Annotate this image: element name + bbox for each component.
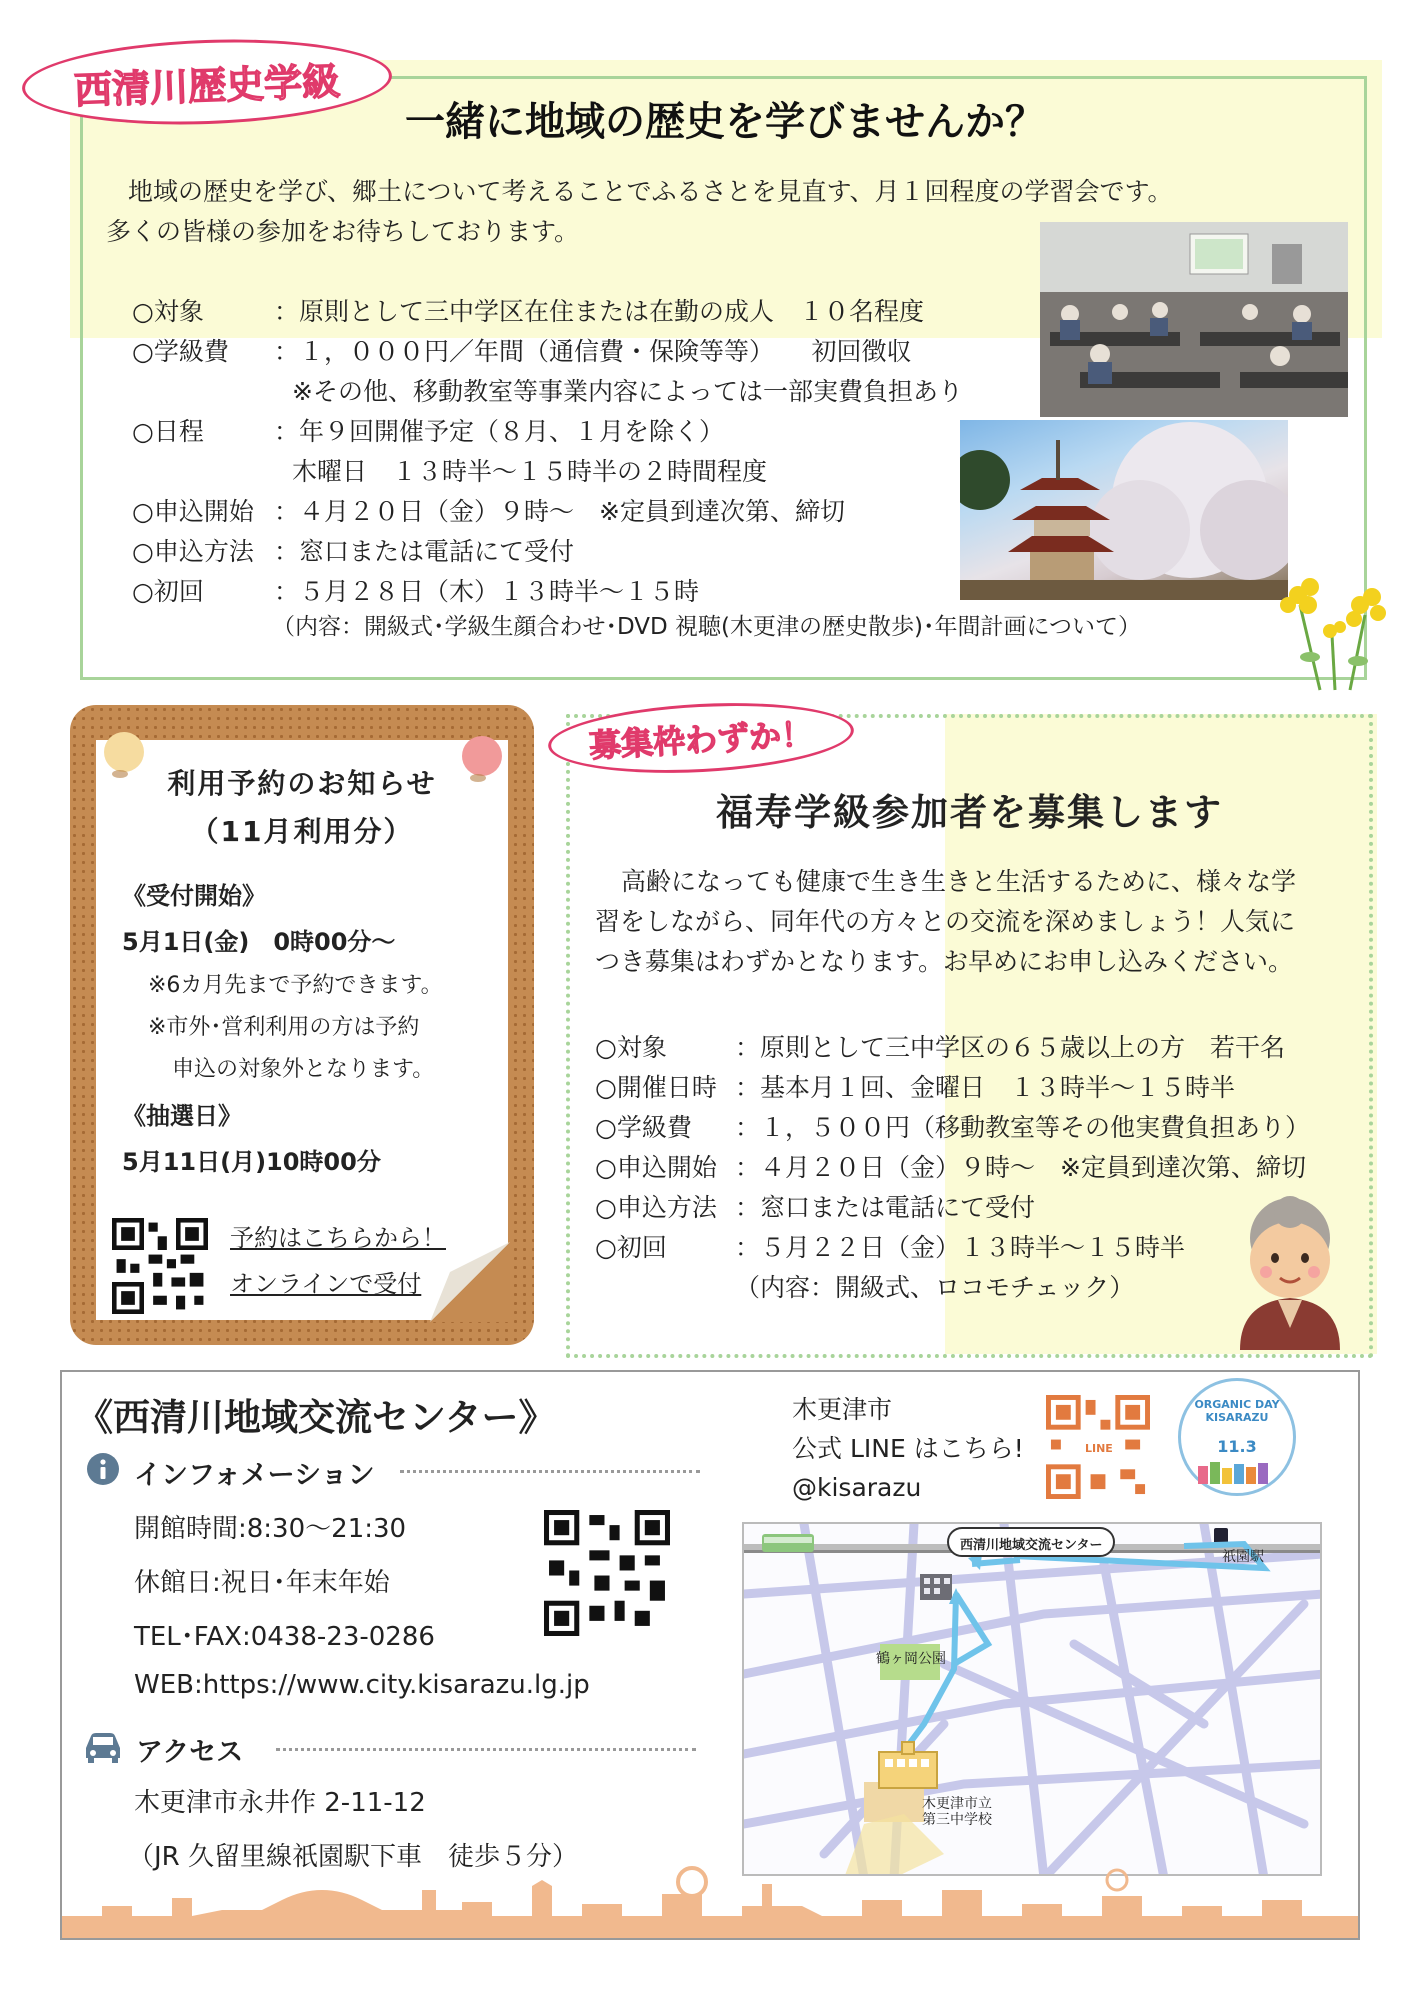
intro-line: 高齢になっても健康で生き生きと生活するために、様々な学 [621,867,1297,896]
history-row-apply-start: ○申込開始 ：４月２０日（金）９時～ ※定員到達次第、締切 [132,497,845,526]
address: 木更津市永井作 2-11-12 [134,1788,426,1818]
opening-hours: 開館時間:8:30～21:30 [134,1514,407,1544]
intro-line: 地域の歴史を学び、郷土について考えることでふるさとを見直す、月１回程度の学習会です。 [128,177,1173,206]
line-qr-label: LINE [1085,1442,1113,1455]
history-row-target: ○対象 ：原則として三中学区在住または在勤の成人 １０名程度 [132,297,925,326]
access-heading: アクセス [136,1737,244,1768]
information-heading: インフォメーション [134,1460,375,1491]
rapeseed-flowers-illustration [1270,565,1400,695]
online-reception-link[interactable]: オンラインで受付 [230,1270,422,1298]
reservation-title-line2: （11月利用分） [190,815,414,848]
car-icon [82,1730,124,1764]
reservation-qr-code[interactable] [112,1218,208,1314]
history-row-schedule: ○日程 ：年９回開催予定（８月、１月を除く） [132,417,725,446]
map-label-station: 祇園駅 [1222,1549,1264,1565]
history-row-apply-method: ○申込方法 ：窓口または電話にて受付 [132,537,575,566]
reservation-note-3: 申込の対象外となります。 [172,1057,435,1082]
classroom-photo [1040,222,1348,417]
official-line-info [792,1390,1024,1507]
organic-vegetables-icon [1196,1458,1278,1488]
map-label-center: 西清川地域交流センター [960,1538,1103,1553]
history-class-tag-text: 西清川歴史学級 [73,58,341,113]
fukuju-row-first-content: （内容：開級式、ロコモチェック） [735,1273,1135,1302]
lottery-date: 5月11日(月)10時00分 [122,1148,381,1176]
line-account-id: @kisarazu [792,1473,922,1502]
history-row-first: ○初回 ：５月２８日（木）１３時半～１５時 [132,577,700,606]
intro-line: 多くの皆様の参加をお待ちしております。 [106,217,580,246]
history-row-first-content: （内容：開級式･学級生顔合わせ･DVD 視聴(木更津の歴史散歩)･年間計画について） [272,614,1142,640]
fukuju-row-fee: ○学級費 ：１，５００円（移動教室等その他実費負担あり） [595,1113,1311,1142]
reception-heading: 《受付開始》 [122,882,266,910]
center-name-title: 《西清川地域交流センター》 [76,1396,556,1439]
tel-fax: TEL･FAX:0438-23-0286 [134,1622,435,1652]
access-divider [276,1748,696,1751]
intro-line: 習をしながら、同年代の方々との交流を深めましょう！人気に [595,907,1296,936]
directions: （JR 久留里線祇園駅下車 徒歩５分） [128,1842,578,1872]
map-label-park: 鶴ヶ岡公園 [876,1651,946,1667]
line-city: 木更津市 [792,1395,893,1424]
reservation-note-1: ※6カ月先まで予約できます。 [148,973,443,998]
temple-photo [960,420,1288,600]
info-icon [86,1452,120,1486]
reception-date: 5月1日(金) 0時00分～ [122,928,396,956]
city-skyline-illustration [62,1860,1358,1938]
history-row-fee: ○学級費 ：１，０００円／年間（通信費・保険等等） 初回徴収 [132,337,912,366]
history-row-fee-note: ※その他、移動教室等事業内容によっては一部実費負担あり [292,377,963,406]
fukuju-row-apply-start: ○申込開始 ：４月２０日（金）９時～ ※定員到達次第、締切 [595,1153,1306,1182]
reservation-link[interactable]: 予約はこちらから！ [230,1224,446,1252]
fukuju-row-first: ○初回 ：５月２２日（金）１３時半～１５時半 [595,1233,1186,1262]
fukuju-class-title: 福寿学級参加者を募集します [716,791,1223,834]
reservation-title-line1: 利用予約のお知らせ [167,767,437,800]
access-map [742,1522,1322,1876]
fukuju-row-datetime: ○開催日時 ：基本月１回、金曜日 １３時半～１５時半 [595,1073,1236,1102]
map-label-school: 木更津市立 第三中学校 [922,1796,992,1828]
website-url[interactable]: WEB:https://www.city.kisarazu.lg.jp [134,1670,590,1700]
history-class-title: 一緒に地域の歴史を学びませんか？ [405,99,1045,145]
fukuju-row-target: ○対象 ：原則として三中学区の６５歳以上の方 若干名 [595,1033,1286,1062]
organic-day-logo-text: ORGANIC DAY KISARAZU [1194,1398,1280,1424]
fukuju-row-apply-method: ○申込方法 ：窓口または電話にて受付 [595,1193,1036,1222]
limited-spots-tag-text: 募集枠わずか！ [588,715,814,765]
reservation-note-2: ※市外･営利利用の方は予約 [148,1015,420,1040]
closed-days: 休館日:祝日･年末年始 [134,1568,390,1598]
line-promo: 公式 LINE はこちら! [792,1434,1024,1463]
history-row-schedule-time: 木曜日 １３時半～１５時半の２時間程度 [292,457,768,486]
information-divider [400,1470,700,1473]
lottery-heading: 《抽選日》 [122,1102,242,1130]
elderly-woman-illustration [1220,1190,1360,1350]
organic-day-logo-date: 11.3 [1217,1437,1257,1456]
center-qr-code[interactable] [544,1510,670,1636]
reservation-title [96,760,508,856]
fukuju-class-intro [595,862,1355,982]
intro-line: つき募集はわずかとなります。お早めにお申し込みください。 [595,947,1294,976]
